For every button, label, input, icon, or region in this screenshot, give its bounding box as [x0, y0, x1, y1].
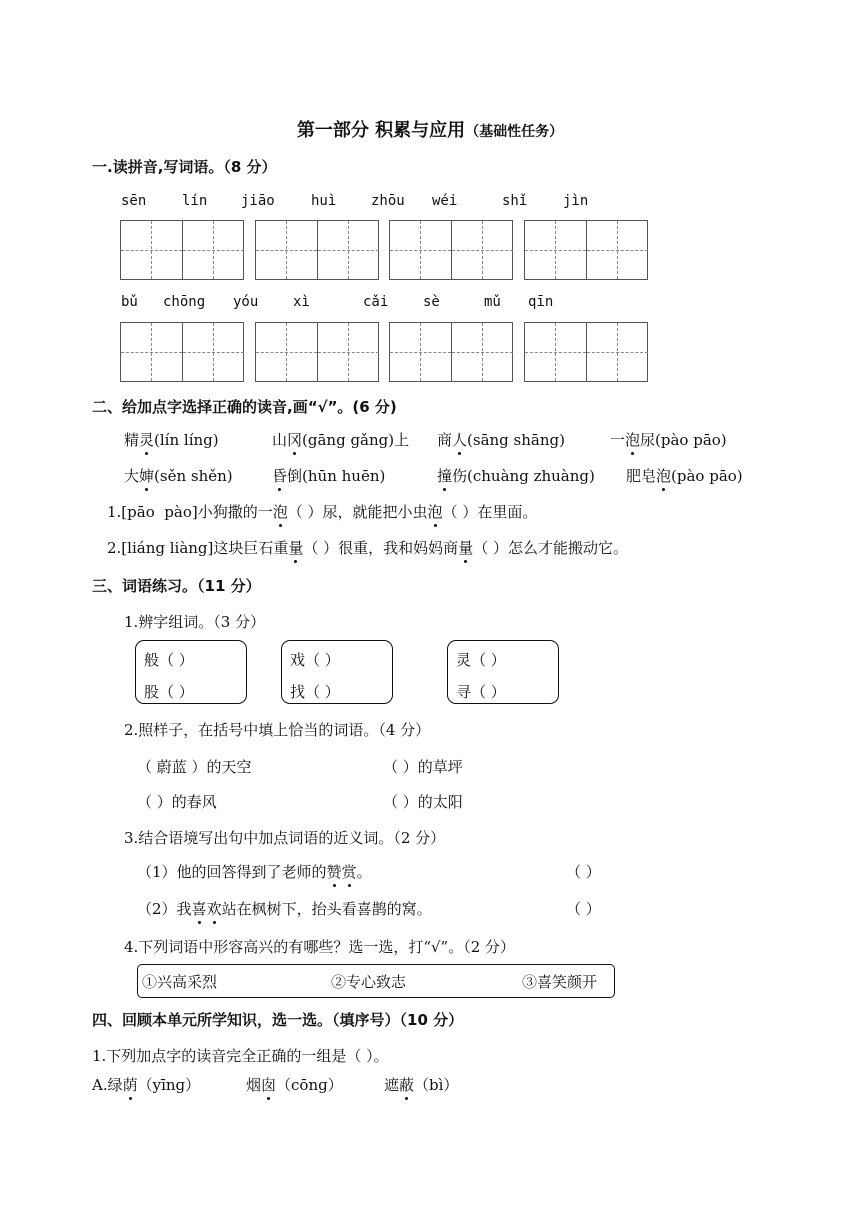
pinyin: cǎi: [363, 294, 389, 310]
polyphone-question-2[interactable]: 2.[liáng liàng]这块巨石重量（ ）很重，我和妈妈商量（ ）怎么才能搬动它。: [107, 539, 628, 557]
pinyin: bǔ: [121, 294, 138, 310]
section-3-heading: 三、词语练习。（11 分）: [92, 577, 261, 595]
pinyin: jiāo: [241, 193, 275, 209]
writing-grid[interactable]: [389, 322, 513, 382]
question-3-3: 3.结合语境写出句中加点词语的近义词。（2 分）: [124, 829, 446, 847]
pinyin: sēn: [121, 193, 147, 209]
reading-item[interactable]: 商人(sāng shāng): [437, 431, 565, 449]
reading-item[interactable]: 肥皂泡(pào pāo): [626, 467, 743, 485]
pinyin: yóu: [233, 294, 259, 310]
char-group-box[interactable]: 灵（ ） 寻（ ）: [447, 640, 559, 704]
synonym-sentence-2: （2）我喜欢站在枫树下，抬头看喜鹊的窝。: [137, 900, 432, 918]
question-3-4: 4.下列词语中形容高兴的有哪些？选一选，打“√”。（2 分）: [124, 938, 516, 956]
pinyin: wéi: [432, 193, 458, 209]
pinyin: zhōu: [371, 193, 405, 209]
title-sub: （基础性任务）: [465, 124, 564, 140]
pinyin: jìn: [563, 193, 589, 209]
fill-blank[interactable]: （ ）的草坪: [383, 758, 463, 776]
question-3-1: 1.辨字组词。（3 分）: [124, 613, 266, 631]
pinyin: chōng: [163, 294, 206, 310]
fill-blank[interactable]: （ ）的太阳: [383, 793, 463, 811]
choice-3[interactable]: ③喜笑颜开: [522, 973, 598, 991]
pinyin: huì: [311, 193, 337, 209]
question-4-1: 1.下列加点字的读音完全正确的一组是（ ）。: [92, 1047, 389, 1065]
reading-item[interactable]: 昏倒(hūn huēn): [272, 467, 386, 485]
writing-grid[interactable]: [255, 322, 379, 382]
writing-grid[interactable]: [120, 322, 244, 382]
section-1-heading: 一.读拼音,写词语。（8 分）: [92, 158, 277, 176]
writing-grid[interactable]: [524, 220, 648, 280]
reading-item[interactable]: 大婶(sěn shěn): [124, 467, 233, 485]
fill-blank: （ 蔚蓝 ）的天空: [137, 758, 252, 776]
pinyin: mǔ: [484, 294, 501, 310]
char-group-box[interactable]: 戏（ ） 找（ ）: [281, 640, 393, 704]
title-main: 第一部分 积累与应用: [296, 120, 466, 141]
answer-blank[interactable]: （ ）: [566, 900, 601, 918]
answer-blank[interactable]: （ ）: [566, 863, 601, 881]
writing-grid[interactable]: [524, 322, 648, 382]
choice-1[interactable]: ①兴高采烈: [142, 973, 218, 991]
char-group-box[interactable]: 般（ ） 股（ ）: [135, 640, 247, 704]
pinyin: qīn: [528, 294, 554, 310]
pinyin: xì: [293, 294, 310, 310]
writing-grid[interactable]: [120, 220, 244, 280]
reading-item[interactable]: 一泡尿(pào pāo): [610, 431, 727, 449]
synonym-sentence-1: （1）他的回答得到了老师的赞赏。: [137, 863, 372, 881]
pinyin: shǐ: [502, 193, 528, 209]
pinyin: lín: [182, 193, 208, 209]
fill-blank[interactable]: （ ）的春风: [137, 793, 217, 811]
writing-grid[interactable]: [389, 220, 513, 280]
polyphone-question-1[interactable]: 1.[pāo pào]小狗撒的一泡（ ）尿，就能把小虫泡（ ）在里面。: [107, 503, 538, 521]
page-title: [0, 116, 860, 142]
option-a-word-3: 遮蔽（bì）: [384, 1076, 459, 1094]
reading-item[interactable]: 撞伤(chuàng zhuàng): [437, 467, 595, 485]
question-3-2: 2.照样子，在括号中填上恰当的词语。（4 分）: [124, 721, 431, 739]
option-a-word-2: 烟囱（cōnɡ）: [246, 1076, 343, 1094]
pinyin: sè: [423, 294, 440, 310]
reading-item[interactable]: 山冈(gāng gǎng)上: [272, 431, 410, 449]
option-a[interactable]: A.绿荫（yīnɡ）: [92, 1076, 201, 1094]
choice-2[interactable]: ②专心致志: [331, 973, 407, 991]
choice-box: [137, 964, 615, 998]
writing-grid[interactable]: [255, 220, 379, 280]
section-4-heading: 四、回顾本单元所学知识，选一选。（填序号）（10 分）: [92, 1011, 464, 1029]
reading-item[interactable]: 精灵(lín líng): [124, 431, 219, 449]
section-2-heading: 二、给加点字选择正确的读音,画“√”。(6 分): [92, 398, 397, 416]
